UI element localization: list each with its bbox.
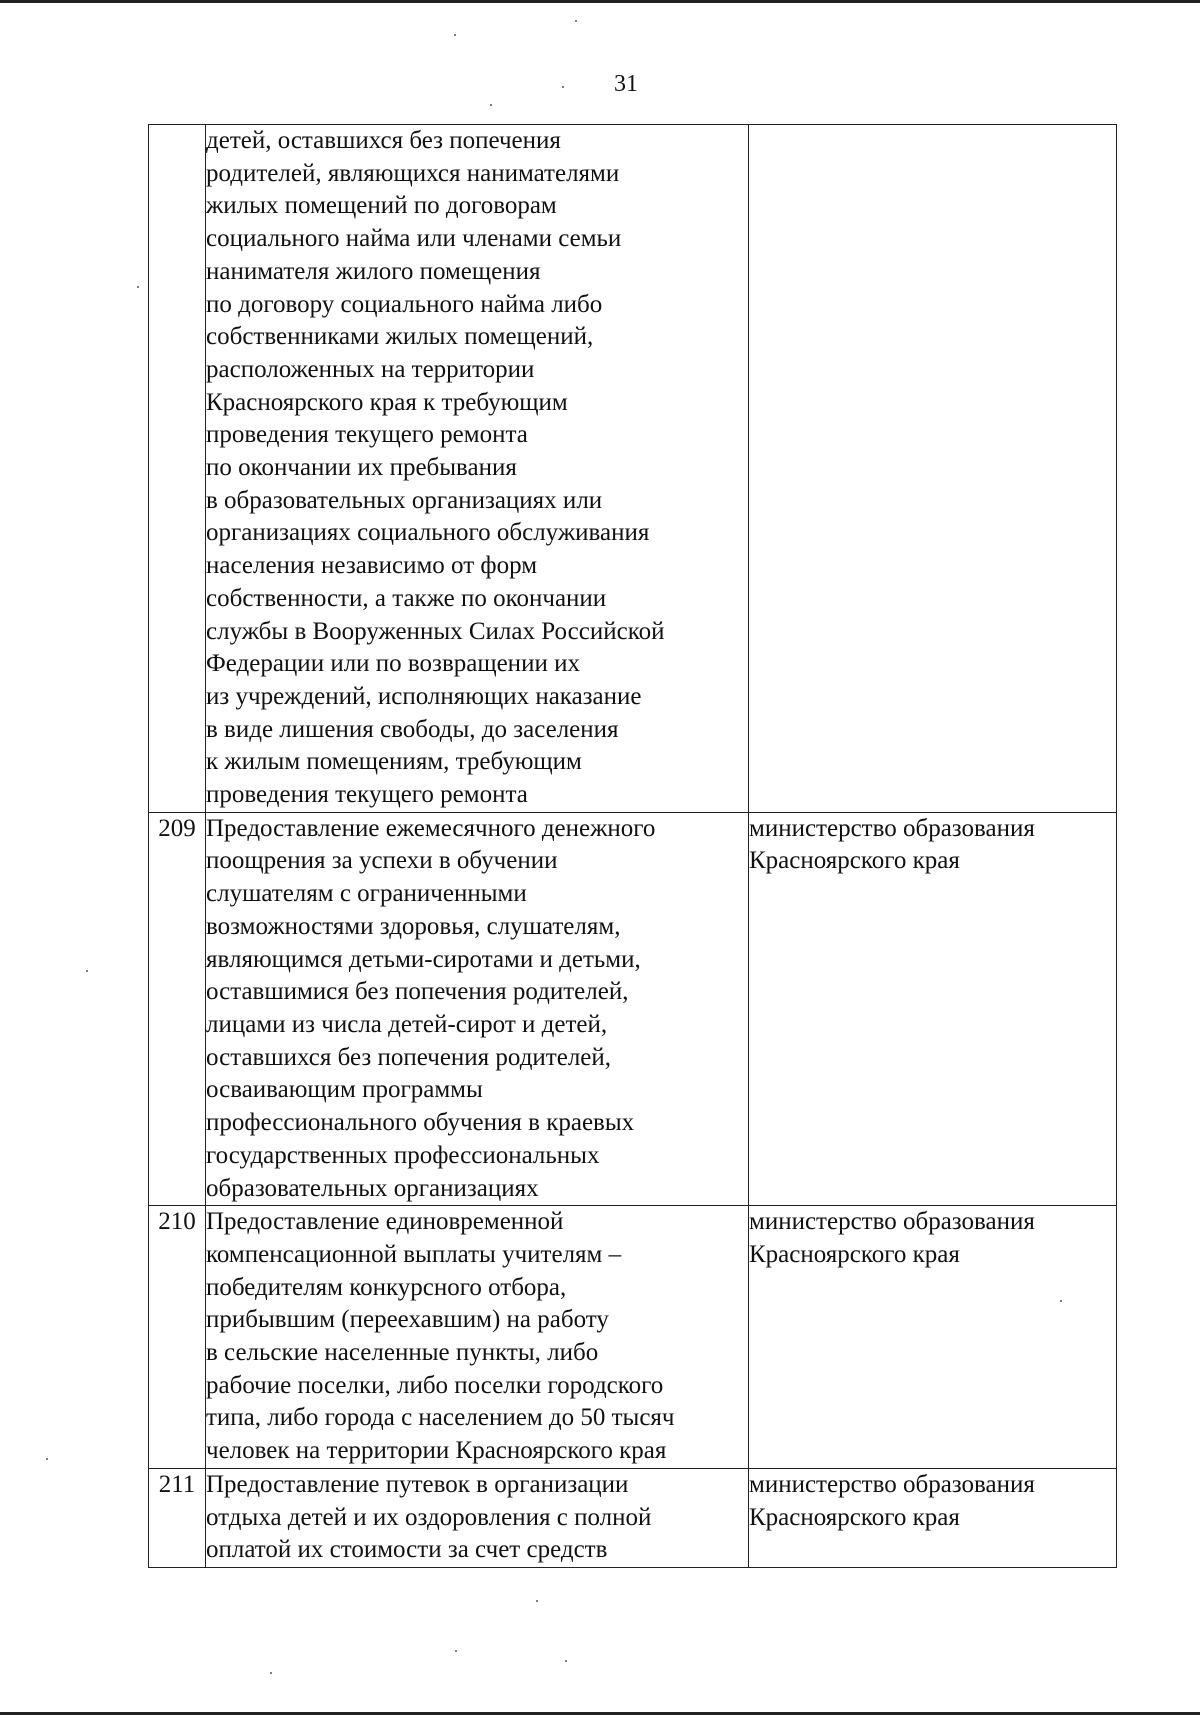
- description-line: человек на территории Красноярского края: [206, 1437, 667, 1465]
- description-line: жилых помещений по договорам: [206, 192, 557, 220]
- description-line: профессионального обучения в краевых: [206, 1109, 635, 1137]
- scan-speck: [490, 104, 492, 106]
- description-line: в образовательных организациях или: [206, 486, 603, 514]
- scan-speck: [575, 20, 577, 22]
- description-line: в виде лишения свободы, до заселения: [206, 715, 619, 743]
- description-line: Красноярского края к требующим: [206, 388, 568, 416]
- description-line: собственности, а также по окончании: [206, 584, 607, 612]
- organization-line: Красноярского края: [749, 847, 960, 875]
- scan-speck: [46, 1458, 48, 1460]
- description-line: из учреждений, исполняющих наказание: [206, 682, 642, 710]
- description-line: к жилым помещениям, требующим: [206, 748, 582, 776]
- scan-bottom-edge: [0, 1712, 1200, 1715]
- scan-speck: [455, 1650, 457, 1652]
- scan-speck: [565, 1660, 567, 1662]
- description-line: государственных профессиональных: [206, 1141, 600, 1169]
- row-number: [149, 125, 206, 813]
- description-line: возможностями здоровья, слушателям,: [206, 912, 621, 940]
- service-description: [206, 1206, 749, 1469]
- organization-line: министерство образования: [749, 1208, 1035, 1236]
- description-line: по окончании их пребывания: [206, 454, 517, 482]
- description-line: Предоставление единовременной: [206, 1208, 564, 1236]
- row-number: 210: [149, 1206, 206, 1469]
- description-line: типа, либо города с населением до 50 тысяч: [206, 1404, 675, 1432]
- description-line: прибывшим (переехавшим) на работу: [206, 1306, 609, 1334]
- description-line: Предоставление путевок в организации: [206, 1470, 629, 1498]
- description-line: Предоставление ежемесячного денежного: [206, 814, 656, 842]
- scan-speck: [454, 34, 456, 36]
- row-number: 209: [149, 812, 206, 1205]
- description-line: поощрения за успехи в обучении: [206, 847, 558, 875]
- services-table: [148, 124, 1117, 1568]
- description-line: организациях социального обслуживания: [206, 519, 650, 547]
- description-line: рабочие поселки, либо поселки городского: [206, 1371, 664, 1399]
- description-line: собственниками жилых помещений,: [206, 323, 594, 351]
- responsible-organization: [749, 1468, 1117, 1567]
- row-number: 211: [149, 1468, 206, 1567]
- table-row: [149, 1206, 1117, 1469]
- description-line: социального найма или членами семьи: [206, 225, 622, 253]
- service-description: [206, 1468, 749, 1567]
- organization-line: министерство образования: [749, 814, 1035, 842]
- description-line: осваивающим программы: [206, 1076, 483, 1104]
- description-line: победителям конкурсного отбора,: [206, 1273, 567, 1301]
- organization-line: Красноярского края: [749, 1240, 960, 1268]
- scan-speck: [270, 1672, 272, 1674]
- responsible-organization: [749, 125, 1117, 813]
- organization-line: министерство образования: [749, 1470, 1035, 1498]
- table-row: [149, 125, 1117, 813]
- description-line: расположенных на территории: [206, 355, 535, 383]
- description-line: в сельские населенные пункты, либо: [206, 1339, 599, 1367]
- description-line: лицами из числа детей-сирот и детей,: [206, 1010, 608, 1038]
- description-line: Федерации или по возвращении их: [206, 650, 580, 678]
- scan-speck: [1060, 1300, 1062, 1302]
- table-row: [149, 812, 1117, 1205]
- description-line: оставшихся без попечения родителей,: [206, 1043, 612, 1071]
- description-line: проведения текущего ремонта: [206, 421, 528, 449]
- description-line: нанимателя жилого помещения: [206, 257, 541, 285]
- description-line: населения независимо от форм: [206, 552, 538, 580]
- description-line: детей, оставшихся без попечения: [206, 127, 561, 154]
- description-line: оплатой их стоимости за счет средств: [206, 1536, 608, 1564]
- responsible-organization: [749, 1206, 1117, 1469]
- page-number: 31: [614, 71, 638, 97]
- description-line: слушателям с ограниченными: [206, 880, 527, 908]
- description-line: компенсационной выплаты учителям –: [206, 1240, 622, 1268]
- description-line: являющимся детьми-сиротами и детьми,: [206, 945, 641, 973]
- responsible-organization: [749, 812, 1117, 1205]
- scan-speck: [86, 970, 88, 972]
- description-line: проведения текущего ремонта: [206, 781, 528, 809]
- scan-top-edge: [0, 0, 1200, 3]
- service-description: [206, 125, 749, 813]
- description-line: образовательных организациях: [206, 1174, 539, 1202]
- service-description: [206, 812, 749, 1205]
- description-line: родителей, являющихся нанимателями: [206, 159, 620, 187]
- scan-speck: [137, 286, 139, 288]
- description-line: отдыха детей и их оздоровления с полной: [206, 1503, 652, 1531]
- description-line: службы в Вооруженных Силах Российской: [206, 617, 665, 645]
- description-line: оставшимися без попечения родителей,: [206, 978, 629, 1006]
- scan-speck: [536, 1600, 538, 1602]
- description-line: по договору социального найма либо: [206, 290, 603, 318]
- table-row: [149, 1468, 1117, 1567]
- scan-speck: [562, 86, 564, 88]
- organization-line: Красноярского края: [749, 1503, 960, 1531]
